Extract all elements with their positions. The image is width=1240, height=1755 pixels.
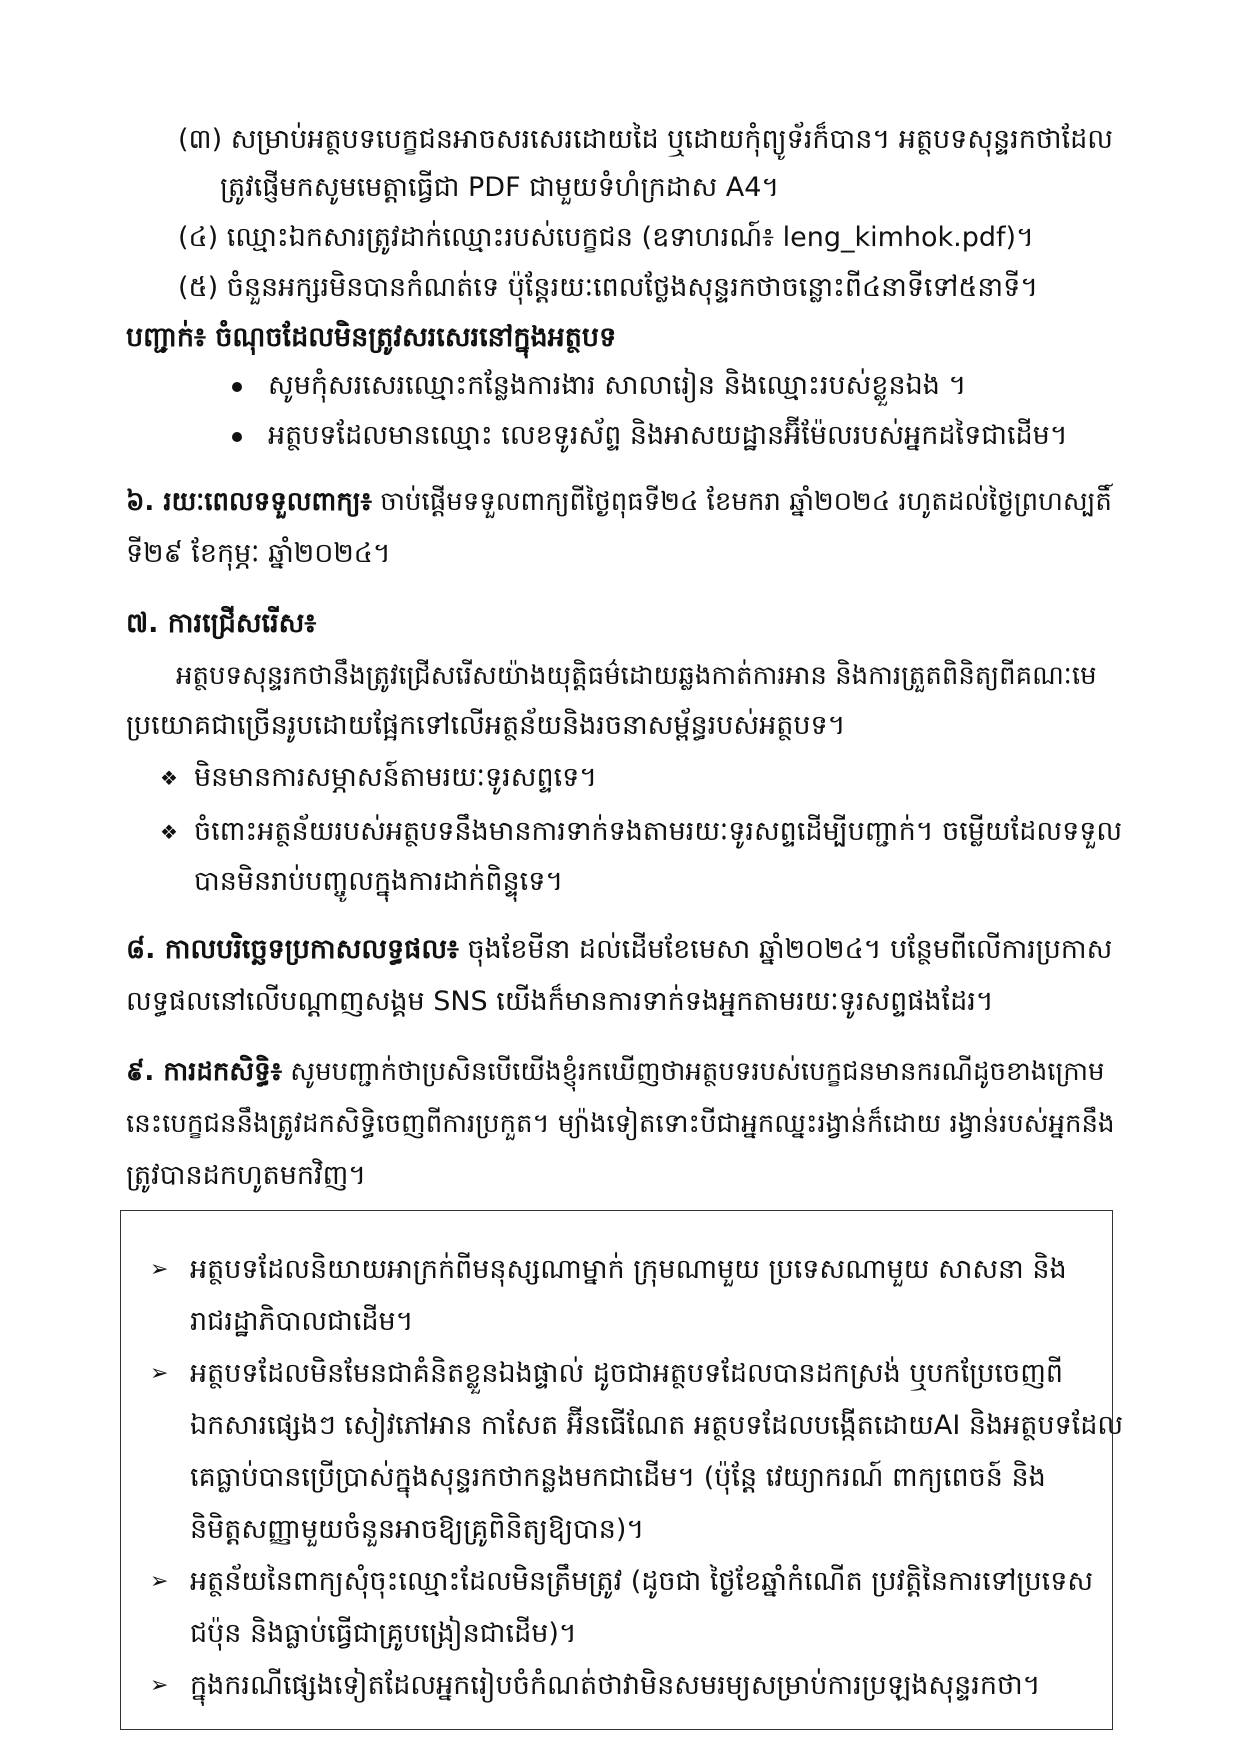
- section-7-item-2-cont: បានមិនរាប់បញ្ចូលក្នុងការដាក់ពិន្ទុទេ។: [194, 866, 564, 897]
- section-6-line-1: [126, 482, 1112, 522]
- section-8-label: ៨. កាលបរិច្ឆេទប្រកាសលទ្ធផល៖: [126, 934, 459, 965]
- section-7-heading: ៧. ការជ្រើសរើស៖: [126, 608, 317, 639]
- arrow-bullet-icon: ➢: [150, 1569, 169, 1594]
- box-item-2-line-1: អត្ថបទដែលមិនមែនជាគំនិតខ្លួនឯងផ្ទាល់ ដូចជាអត្ថបទដែលបានដកស្រង់ ឬបកប្រែចេញពី: [190, 1358, 1064, 1389]
- bullet-dot-icon: [232, 382, 242, 392]
- rule-4: (៤) ឈ្មោះឯកសារត្រូវដាក់ឈ្មោះរបស់បេក្ខជន (ឧទាហរណ៍៖ leng_kimhok.pdf)។: [178, 222, 1034, 253]
- section-9-line-3: ត្រូវបានដកហូតមកវិញ។: [126, 1160, 367, 1191]
- bullet-dot-icon: [232, 432, 242, 442]
- section-8-line-2: លទ្ធផលនៅលើបណ្តាញសង្គម SNS យើងក៏មានការទាក់ទងអ្នកតាមរយៈទូរសព្ទផងដែរ។: [126, 986, 994, 1017]
- arrow-bullet-icon: ➢: [150, 1361, 169, 1386]
- section-6-text: ចាប់ផ្តើមទទួលពាក្យពីថ្ងៃពុធទី២៤ ខែមករា ឆ្នាំ២០២៤ រហូតដល់ថ្ងៃព្រហស្បតិ៍: [371, 487, 1112, 517]
- rule-3-line-2: ត្រូវផ្ញើមកសូមមេត្តាធ្វើជា PDF ជាមួយទំហំក្រដាស A4។: [220, 172, 780, 203]
- section-9-line-2: នេះបេក្ខជននឹងត្រូវដកសិទ្ធិចេញពីការប្រកួត។ ម្យ៉ាងទៀតទោះបីជាអ្នកឈ្នះរង្វាន់ក៏ដោយ រង្វាន់របស់អ្នកនឹង: [126, 1109, 1115, 1139]
- section-7-item-1: មិនមានការសម្ភាសន៍តាមរយៈទូរសព្ទទេ។: [194, 762, 598, 793]
- section-9-label: ៩. ការដកសិទ្ធិ៖: [126, 1057, 283, 1087]
- box-item-1-line-2: រាជរដ្ឋាភិបាលជាដើម។: [190, 1306, 414, 1337]
- section-8-line-1: [126, 930, 1112, 970]
- section-9-line-1: [126, 1052, 1104, 1092]
- note-item-2: អត្ថបទដែលមានឈ្មោះ លេខទូរស័ព្ទ និងអាសយដ្ឋានអ៊ីម៉ែលរបស់អ្នកដទៃជាដើម។: [268, 420, 1068, 451]
- box-item-3-line-2: ជប៉ុន និងធ្លាប់ធ្វើជាគ្រូបង្រៀនជាដើម)។: [190, 1618, 577, 1649]
- arrow-bullet-icon: ➢: [150, 1673, 169, 1698]
- box-item-1-line-1: អត្ថបទដែលនិយាយអាក្រក់ពីមនុស្សណាម្នាក់ ក្រុមណាមួយ ប្រទេសណាមួយ សាសនា និង: [190, 1254, 1067, 1285]
- section-7-para-line-1: អត្ថបទសុន្ទរកថានឹងត្រូវជ្រើសរើសយ៉ាងយុត្តិធម៌ដោយឆ្លងកាត់ការអាន និងការត្រួតពិនិត្យពីគណៈមេ: [176, 661, 1097, 691]
- section-6-line-2: ទី២៩ ខែកុម្ភៈ ឆ្នាំ២០២៤។: [126, 538, 391, 569]
- section-8-text: ចុងខែមីនា ដល់ដើមខែមេសា ឆ្នាំ២០២៤។ បន្ថែមពីលើការប្រកាស: [458, 934, 1113, 965]
- arrow-bullet-icon: ➢: [150, 1257, 169, 1282]
- box-item-2-line-4: និមិត្តសញ្ញាមួយចំនួនអាចឱ្យគ្រូពិនិត្យឱ្យបាន)។: [190, 1514, 645, 1545]
- section-9-text: សូមបញ្ជាក់ថាប្រសិនបើយើងខ្ញុំរកឃើញថាអត្ថបទរបស់បេក្ខជនមានករណីដូចខាងក្រោម: [282, 1057, 1105, 1087]
- section-7-item-2: ចំពោះអត្ថន័យរបស់អត្ថបទនឹងមានការទាក់ទងតាមរយៈទូរសព្ទដើម្បីបញ្ជាក់។ ចម្លើយដែលទទួល: [194, 816, 1123, 847]
- rule-5: (៥) ចំនួនអក្សរមិនបានកំណត់ទេ ប៉ុន្តែរយៈពេលថ្លែងសុន្ទរកថាចន្លោះពី៤នាទីទៅ៥នាទី។: [178, 272, 1039, 303]
- box-item-2-line-3: គេធ្លាប់បានប្រើប្រាស់ក្នុងសុន្ទរកថាកន្លងមកជាដើម។ (ប៉ុន្តែ វេយ្យាករណ៍ ពាក្យពេចន៍ និង: [190, 1462, 1046, 1493]
- section-6-label: ៦. រយៈពេលទទួលពាក្យ៖: [126, 487, 372, 517]
- section-7-para-line-2: ប្រយោគជាច្រើនរូបដោយផ្អែកទៅលើអត្ថន័យនិងរចនាសម្ព័ន្ធរបស់អត្ថបទ។: [126, 710, 846, 741]
- note-item-1: សូមកុំសរសេរឈ្មោះកន្លែងការងារ សាលារៀន និងឈ្មោះរបស់ខ្លួនឯង ។: [268, 370, 967, 401]
- note-heading: បញ្ជាក់៖ ចំណុចដែលមិនត្រូវសរសេរនៅក្នុងអត្ថបទ: [126, 322, 617, 353]
- box-item-4-line-1: ក្នុងករណីផ្សេងទៀតដែលអ្នករៀបចំកំណត់ថាវាមិនសមរម្យសម្រាប់ការប្រឡងសុន្ទរកថា។: [190, 1670, 1041, 1701]
- diamond-bullet-icon: ❖: [160, 820, 178, 844]
- diamond-bullet-icon: ❖: [160, 766, 178, 790]
- box-item-2-line-2: ឯកសារផ្សេងៗ សៀវភៅអាន កាសែត អ៊ីនធើណែត អត្ថបទដែលបង្កើតដោយAI និងអត្ថបទដែល: [190, 1410, 1124, 1441]
- box-item-3-line-1: អត្ថន័យនៃពាក្យសុំចុះឈ្មោះដែលមិនត្រឹមត្រូវ (ដូចជា ថ្ងៃខែឆ្នាំកំណើត ប្រវត្តិនៃការទៅប្រទេស: [190, 1566, 1094, 1597]
- rule-3-line-1: (៣) សម្រាប់អត្ថបទបេក្ខជនអាចសរសេរដោយដៃ ឬដោយកុំព្យូទ័រក៏បាន។ អត្ថបទសុន្ទរកថាដែល: [178, 124, 1113, 155]
